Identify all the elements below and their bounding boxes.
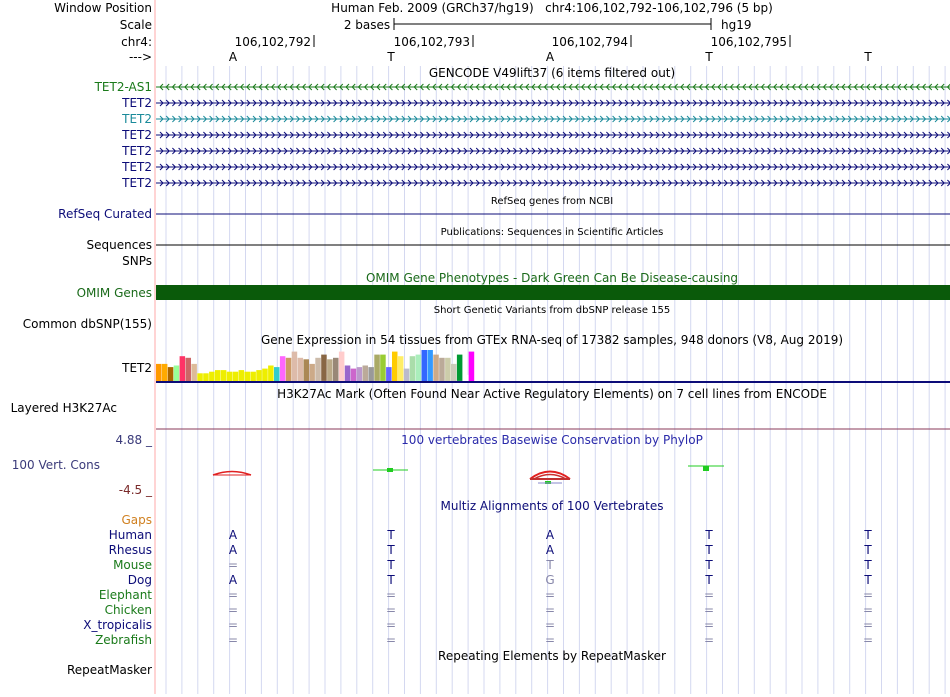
- repeatmasker-title: Repeating Elements by RepeatMasker: [438, 649, 666, 663]
- refseq-label[interactable]: RefSeq Curated: [58, 207, 152, 221]
- multiz-base: =: [385, 618, 397, 632]
- base-letter: A: [228, 50, 238, 64]
- gtex-bar[interactable]: [351, 369, 357, 381]
- gtex-bar[interactable]: [304, 359, 310, 381]
- position-tick-label: 106,102,793: [393, 35, 470, 49]
- multiz-species-label[interactable]: Chicken: [104, 603, 152, 617]
- base-letter: T: [705, 50, 713, 64]
- snps-label[interactable]: SNPs: [122, 254, 152, 268]
- multiz-base: =: [544, 603, 556, 617]
- multiz-base: =: [227, 558, 239, 572]
- cons-max-label: 4.88 _: [115, 433, 152, 447]
- base-letter: T: [387, 50, 395, 64]
- multiz-base: =: [703, 603, 715, 617]
- position-tick-label: 106,102,794: [551, 35, 628, 49]
- gtex-bar[interactable]: [174, 366, 180, 382]
- cons-title: 100 vertebrates Basewise Conservation by PhyloP: [401, 433, 703, 447]
- multiz-base: A: [228, 543, 238, 557]
- multiz-species-label[interactable]: Mouse: [113, 558, 152, 572]
- gtex-bar[interactable]: [203, 373, 209, 381]
- gtex-bar[interactable]: [345, 366, 351, 382]
- multiz-base: T: [705, 573, 713, 587]
- multiz-base: =: [703, 588, 715, 602]
- position-ticks: [235, 35, 790, 49]
- sequences-label[interactable]: Sequences: [86, 238, 152, 252]
- multiz-base: =: [862, 618, 874, 632]
- multiz-base: =: [862, 588, 874, 602]
- multiz-base: T: [387, 558, 395, 572]
- omim-title: OMIM Gene Phenotypes - Dark Green Can Be Disease-causing: [365, 271, 739, 285]
- multiz-base: A: [228, 573, 238, 587]
- multiz-base: =: [227, 603, 239, 617]
- multiz-base: T: [864, 528, 872, 542]
- multiz-base: T: [705, 543, 713, 557]
- gtex-bar[interactable]: [245, 372, 251, 381]
- gtex-bar[interactable]: [180, 356, 186, 381]
- gtex-bar[interactable]: [374, 355, 380, 381]
- scale-value: 2 bases: [343, 18, 391, 32]
- gtex-bar[interactable]: [209, 372, 215, 381]
- multiz-base: =: [544, 633, 556, 647]
- base-row: [229, 50, 872, 64]
- gtex-bar[interactable]: [221, 370, 227, 381]
- cons-min-label: -4.5 _: [118, 483, 152, 497]
- gtex-bar[interactable]: [410, 356, 416, 381]
- scale-label: Scale: [119, 18, 152, 32]
- cons-label[interactable]: 100 Vert. Cons: [11, 458, 100, 472]
- gtex-bar[interactable]: [363, 366, 369, 382]
- gtex-bar[interactable]: [197, 373, 203, 381]
- gtex-bar[interactable]: [327, 359, 333, 381]
- multiz-base: =: [862, 603, 874, 617]
- multiz-base: T: [387, 543, 395, 557]
- gtex-bar[interactable]: [386, 367, 392, 381]
- multiz-base: =: [703, 618, 715, 632]
- gencode-row-label[interactable]: TET2: [122, 144, 152, 158]
- gtex-bar[interactable]: [451, 364, 457, 381]
- gtex-bar[interactable]: [292, 352, 298, 381]
- strand-label: --->: [128, 50, 152, 64]
- gtex-bar[interactable]: [215, 370, 221, 381]
- window-position-label: Window Position: [54, 1, 152, 15]
- multiz-base: T: [387, 573, 395, 587]
- h3k27ac-label[interactable]: Layered H3K27Ac: [10, 401, 117, 415]
- gtex-bar[interactable]: [445, 358, 451, 381]
- publications-title: Publications: Sequences in Scientific Articles: [440, 227, 664, 238]
- gtex-bar[interactable]: [191, 364, 197, 381]
- multiz-base: T: [387, 528, 395, 542]
- refseq-title: RefSeq genes from NCBI: [490, 196, 614, 207]
- gtex-bar[interactable]: [457, 355, 463, 381]
- multiz-base: T: [546, 558, 554, 572]
- gtex-bar[interactable]: [286, 358, 292, 381]
- position-tick-label: 106,102,792: [234, 35, 311, 49]
- chrom-label: chr4:: [121, 35, 152, 49]
- omim-bar[interactable]: [156, 285, 950, 300]
- gencode-row-label[interactable]: TET2: [122, 176, 152, 190]
- h3k27ac-title: H3K27Ac Mark (Often Found Near Active Regulatory Elements) on 7 cell lines from ENCODE: [277, 387, 827, 401]
- multiz-base: =: [385, 588, 397, 602]
- gtex-bar[interactable]: [227, 372, 233, 381]
- gencode-row-label[interactable]: TET2: [122, 96, 152, 110]
- gtex-bar[interactable]: [404, 369, 410, 381]
- multiz-base: T: [864, 543, 872, 557]
- gtex-bar[interactable]: [298, 358, 304, 381]
- gtex-bar[interactable]: [186, 358, 192, 381]
- multiz-base: G: [545, 573, 555, 587]
- gtex-bar[interactable]: [262, 369, 268, 381]
- multiz-base: A: [228, 528, 238, 542]
- gtex-bar[interactable]: [392, 352, 398, 381]
- gencode-title: GENCODE V49lift37 (6 items filtered out): [428, 66, 676, 80]
- gtex-bar[interactable]: [380, 355, 386, 381]
- multiz-species-label[interactable]: X_tropicalis: [83, 618, 152, 632]
- gtex-bars[interactable]: [156, 350, 474, 381]
- window-position-value: Human Feb. 2009 (GRCh37/hg19) chr4:106,102,792-106,102,796 (5 bp): [331, 1, 773, 15]
- multiz-species-label[interactable]: Elephant: [98, 588, 152, 602]
- multiz-base: =: [227, 633, 239, 647]
- scale-db: hg19: [721, 18, 752, 32]
- multiz-base: A: [545, 543, 555, 557]
- base-letter: A: [545, 50, 555, 64]
- gtex-bar[interactable]: [233, 372, 239, 381]
- gtex-bar[interactable]: [422, 350, 428, 381]
- multiz-base: =: [703, 633, 715, 647]
- multiz-base: =: [385, 603, 397, 617]
- multiz-base: =: [544, 618, 556, 632]
- gtex-bar[interactable]: [250, 372, 256, 381]
- multiz-species-label[interactable]: Human: [108, 528, 152, 542]
- base-letter: T: [864, 50, 872, 64]
- multiz-base: =: [862, 633, 874, 647]
- gencode-row-label[interactable]: TET2: [122, 112, 152, 126]
- gtex-bar[interactable]: [162, 364, 168, 381]
- multiz-base: =: [385, 633, 397, 647]
- scale-bar: [394, 18, 711, 30]
- gencode-track[interactable]: [94, 80, 950, 190]
- gencode-row-label[interactable]: TET2-AS1: [94, 80, 152, 94]
- multiz-species-label[interactable]: Dog: [127, 573, 152, 587]
- gtex-bar[interactable]: [463, 375, 469, 381]
- gtex-bar[interactable]: [309, 364, 315, 381]
- dbsnp-label[interactable]: Common dbSNP(155): [22, 317, 152, 331]
- gtex-bar[interactable]: [239, 370, 245, 381]
- multiz-base: T: [864, 558, 872, 572]
- gtex-bar[interactable]: [357, 367, 363, 381]
- multiz-base: T: [864, 573, 872, 587]
- multiz-base: A: [545, 528, 555, 542]
- gtex-bar[interactable]: [469, 352, 475, 381]
- position-tick-label: 106,102,795: [710, 35, 787, 49]
- gtex-bar[interactable]: [339, 352, 345, 381]
- gtex-label[interactable]: TET2: [122, 361, 152, 375]
- gtex-bar[interactable]: [433, 355, 439, 381]
- multiz-base: =: [227, 588, 239, 602]
- gtex-bar[interactable]: [439, 358, 445, 381]
- multiz-title: Multiz Alignments of 100 Vertebrates: [440, 499, 664, 513]
- gtex-bar[interactable]: [268, 366, 274, 382]
- gtex-bar[interactable]: [398, 356, 404, 381]
- gtex-bar[interactable]: [315, 358, 321, 381]
- repeatmasker-label[interactable]: RepeatMasker: [66, 663, 152, 677]
- gtex-title: Gene Expression in 54 tissues from GTEx RNA-seq of 17382 samples, 948 donors (V8, Aug 2019): [260, 333, 844, 347]
- gaps-label[interactable]: Gaps: [121, 513, 152, 527]
- multiz-base: T: [705, 528, 713, 542]
- gtex-bar[interactable]: [427, 350, 433, 381]
- gtex-bar[interactable]: [321, 355, 327, 381]
- multiz-species-label[interactable]: Zebrafish: [95, 633, 152, 647]
- gtex-bar[interactable]: [280, 356, 286, 381]
- dbsnp-title: Short Genetic Variants from dbSNP release 155: [433, 305, 671, 316]
- gtex-bar[interactable]: [274, 367, 280, 381]
- multiz-base: =: [227, 618, 239, 632]
- gencode-row-label[interactable]: TET2: [122, 128, 152, 142]
- gtex-bar[interactable]: [256, 370, 262, 381]
- gtex-bar[interactable]: [416, 355, 422, 381]
- gtex-bar[interactable]: [368, 367, 374, 381]
- multiz-base: =: [544, 588, 556, 602]
- gtex-bar[interactable]: [156, 364, 162, 381]
- gencode-row-label[interactable]: TET2: [122, 160, 152, 174]
- multiz-species-label[interactable]: Rhesus: [108, 543, 152, 557]
- gtex-bar[interactable]: [168, 367, 174, 381]
- gtex-bar[interactable]: [333, 358, 339, 381]
- omim-label[interactable]: OMIM Genes: [76, 286, 152, 300]
- multiz-base: T: [705, 558, 713, 572]
